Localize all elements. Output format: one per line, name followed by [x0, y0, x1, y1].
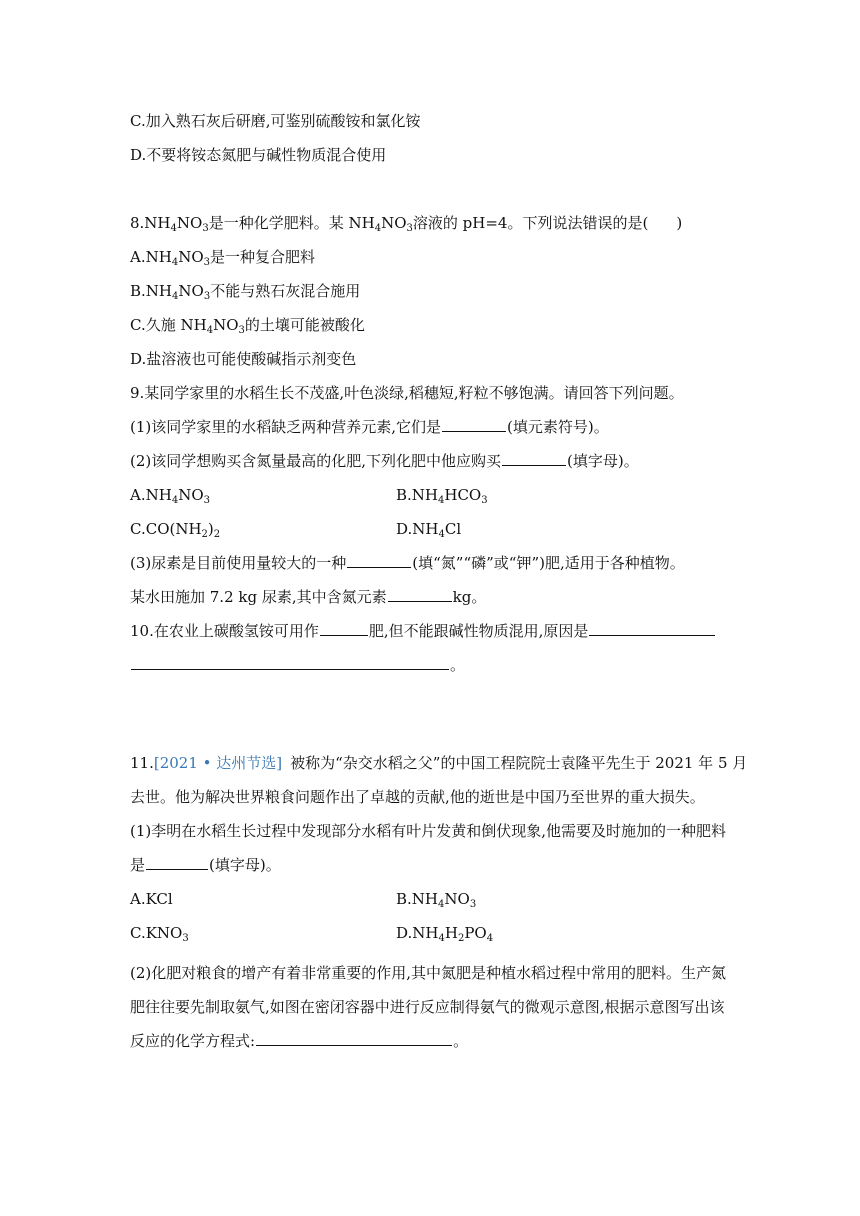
q10-text: 肥,但不能跟碱性物质混用,原因是 [368, 622, 589, 640]
q8-stem-text: ) [676, 214, 683, 232]
q7-option-c: C.加入熟石灰后研磨,可鉴别硫酸铵和氯化铵 [130, 112, 421, 130]
q11-part2-line2: 肥往往要先制取氨气,如图在密闭容器中进行反应制得氨气的微观示意图,根据示意图写出该 [130, 998, 725, 1016]
q9-part1-text: (填元素符号)。 [507, 418, 609, 436]
q11-source-tag: [2021 • 达州节选] [153, 754, 283, 772]
q11-option-c [130, 923, 189, 943]
option-text: PO [464, 924, 487, 942]
q11-number: 11. [130, 754, 154, 772]
option-text: A.NH [130, 486, 172, 504]
subscript: 4 [486, 933, 494, 944]
q8-stem-text: 是一种化学肥料。某 NH [208, 214, 375, 232]
q11-option-b [396, 889, 476, 909]
answer-blank[interactable] [256, 1031, 452, 1046]
subscript: 3 [203, 495, 210, 506]
option-text: HCO [444, 486, 482, 504]
q11-part1-text: (填字母)。 [209, 856, 281, 874]
q11-part1-line2 [130, 855, 281, 875]
subscript: 4 [438, 933, 445, 944]
q9-part3 [130, 553, 685, 573]
subscript: 4 [171, 495, 179, 506]
q10-stem [130, 621, 716, 641]
option-text: A.NH [130, 248, 172, 266]
q10-text: 10.在农业上碳酸氢铵可用作 [130, 622, 319, 640]
subscript: 3 [481, 495, 488, 506]
answer-blank[interactable] [320, 621, 368, 636]
option-text: 是一种复合肥料 [210, 248, 316, 266]
option-text: B.NH [396, 890, 438, 908]
q8-stem-text: NO [381, 214, 407, 232]
subscript: 3 [182, 933, 189, 944]
q11-part2-text: 。 [453, 1032, 469, 1050]
option-text: NO [213, 316, 239, 334]
answer-blank[interactable] [347, 553, 411, 568]
subscript: 3 [203, 257, 210, 268]
option-text: 的土壤可能被酸化 [244, 316, 365, 334]
answer-blank[interactable] [442, 417, 506, 432]
q8-option-d: D.盐溶液也可能使酸碱指示剂变色 [130, 350, 357, 368]
q11-stem-text: 被称为“杂交水稻之父”的中国工程院院士袁隆平先生于 2021 年 5 月 [290, 754, 748, 772]
q9-part3b [130, 587, 486, 607]
q11-option-a: A.KCl [130, 890, 173, 908]
option-text: D.NH [396, 924, 439, 942]
q9-part3-text: (填“氮”“磷”或“钾”)肥,适用于各种植物。 [412, 554, 685, 572]
subscript: 4 [172, 291, 179, 302]
q9-part1 [130, 417, 609, 437]
q9-option-a [130, 485, 210, 505]
q8-stem-text: 8.NH [130, 214, 171, 232]
q10-text: 。 [450, 656, 466, 674]
subscript: 4 [374, 223, 382, 234]
option-text: NO [178, 486, 204, 504]
option-text: NO [444, 890, 470, 908]
q8-option-b [130, 281, 360, 301]
q8-stem-text: 溶液的 pH=4。下列说法错误的是( [412, 214, 649, 232]
answer-blank[interactable] [388, 587, 452, 602]
q8-stem [130, 213, 682, 233]
option-text: C.CO(NH [130, 520, 202, 538]
subscript: 2 [201, 529, 208, 540]
subscript: 3 [469, 899, 477, 910]
option-text: ) [207, 520, 214, 538]
option-text: Cl [444, 520, 462, 538]
q9-option-c [130, 519, 220, 539]
subscript: 4 [438, 495, 445, 506]
q11-stem [130, 753, 747, 773]
option-text: 不能与熟石灰混合施用 [210, 282, 361, 300]
q7-option-d: D.不要将铵态氮肥与碱性物质混合使用 [130, 146, 387, 164]
q9-part2-text: (2)该同学想购买含氮量最高的化肥,下列化肥中他应购买 [130, 452, 502, 470]
q11-part2: (2)化肥对粮食的增产有着非常重要的作用,其中氮肥是种植水稻过程中常用的肥料。生产氮 [130, 964, 727, 982]
subscript: 4 [438, 899, 445, 910]
q8-option-c [130, 315, 365, 335]
subscript: 3 [202, 223, 209, 234]
option-text: NO [178, 282, 204, 300]
option-text: C.久施 NH [130, 316, 207, 334]
q9-part3b-text: 某水田施加 7.2 kg 尿素,其中含氮元素 [130, 588, 387, 606]
q9-part2 [130, 451, 639, 471]
q11-part1-text: 是 [130, 856, 146, 874]
q8-option-a [130, 247, 315, 267]
q10-continuation [130, 655, 465, 675]
q9-option-d [396, 519, 461, 539]
option-text: C.KNO [130, 924, 183, 942]
subscript: 4 [438, 529, 445, 540]
q9-part2-text: (填字母)。 [567, 452, 639, 470]
subscript: 2 [457, 933, 465, 944]
q9-stem: 9.某同学家里的水稻生长不茂盛,叶色淡绿,稻穗短,籽粒不够饱满。请回答下列问题。 [130, 384, 684, 402]
q9-part3-text: (3)尿素是目前使用量较大的一种 [130, 554, 347, 572]
option-text: H [444, 924, 458, 942]
subscript: 4 [171, 257, 179, 268]
q9-option-b [396, 485, 488, 505]
subscript: 4 [206, 325, 214, 336]
option-text: NO [178, 248, 204, 266]
option-text: B.NH [396, 486, 438, 504]
subscript: 4 [170, 223, 177, 234]
answer-blank[interactable] [146, 855, 208, 870]
option-text: B.NH [130, 282, 172, 300]
q11-part1: (1)李明在水稻生长过程中发现部分水稻有叶片发黄和倒伏现象,他需要及时施加的一种肥料 [130, 822, 727, 840]
subscript: 3 [238, 325, 245, 336]
q11-part2-line3 [130, 1031, 468, 1051]
subscript: 2 [213, 529, 221, 540]
q11-part2-text: 反应的化学方程式: [130, 1032, 256, 1050]
answer-blank[interactable] [131, 655, 449, 670]
subscript: 3 [406, 223, 413, 234]
q9-part1-text: (1)该同学家里的水稻缺乏两种营养元素,它们是 [130, 418, 442, 436]
answer-blank[interactable] [502, 451, 566, 466]
option-text: D.NH [396, 520, 439, 538]
subscript: 3 [203, 291, 211, 302]
q8-stem-text: NO [176, 214, 203, 232]
q9-part3b-text: kg。 [452, 588, 487, 606]
answer-blank[interactable] [589, 621, 715, 636]
q11-stem-line2: 去世。他为解决世界粮食问题作出了卓越的贡献,他的逝世是中国乃至世界的重大损失。 [130, 788, 705, 806]
q11-option-d [396, 923, 493, 943]
